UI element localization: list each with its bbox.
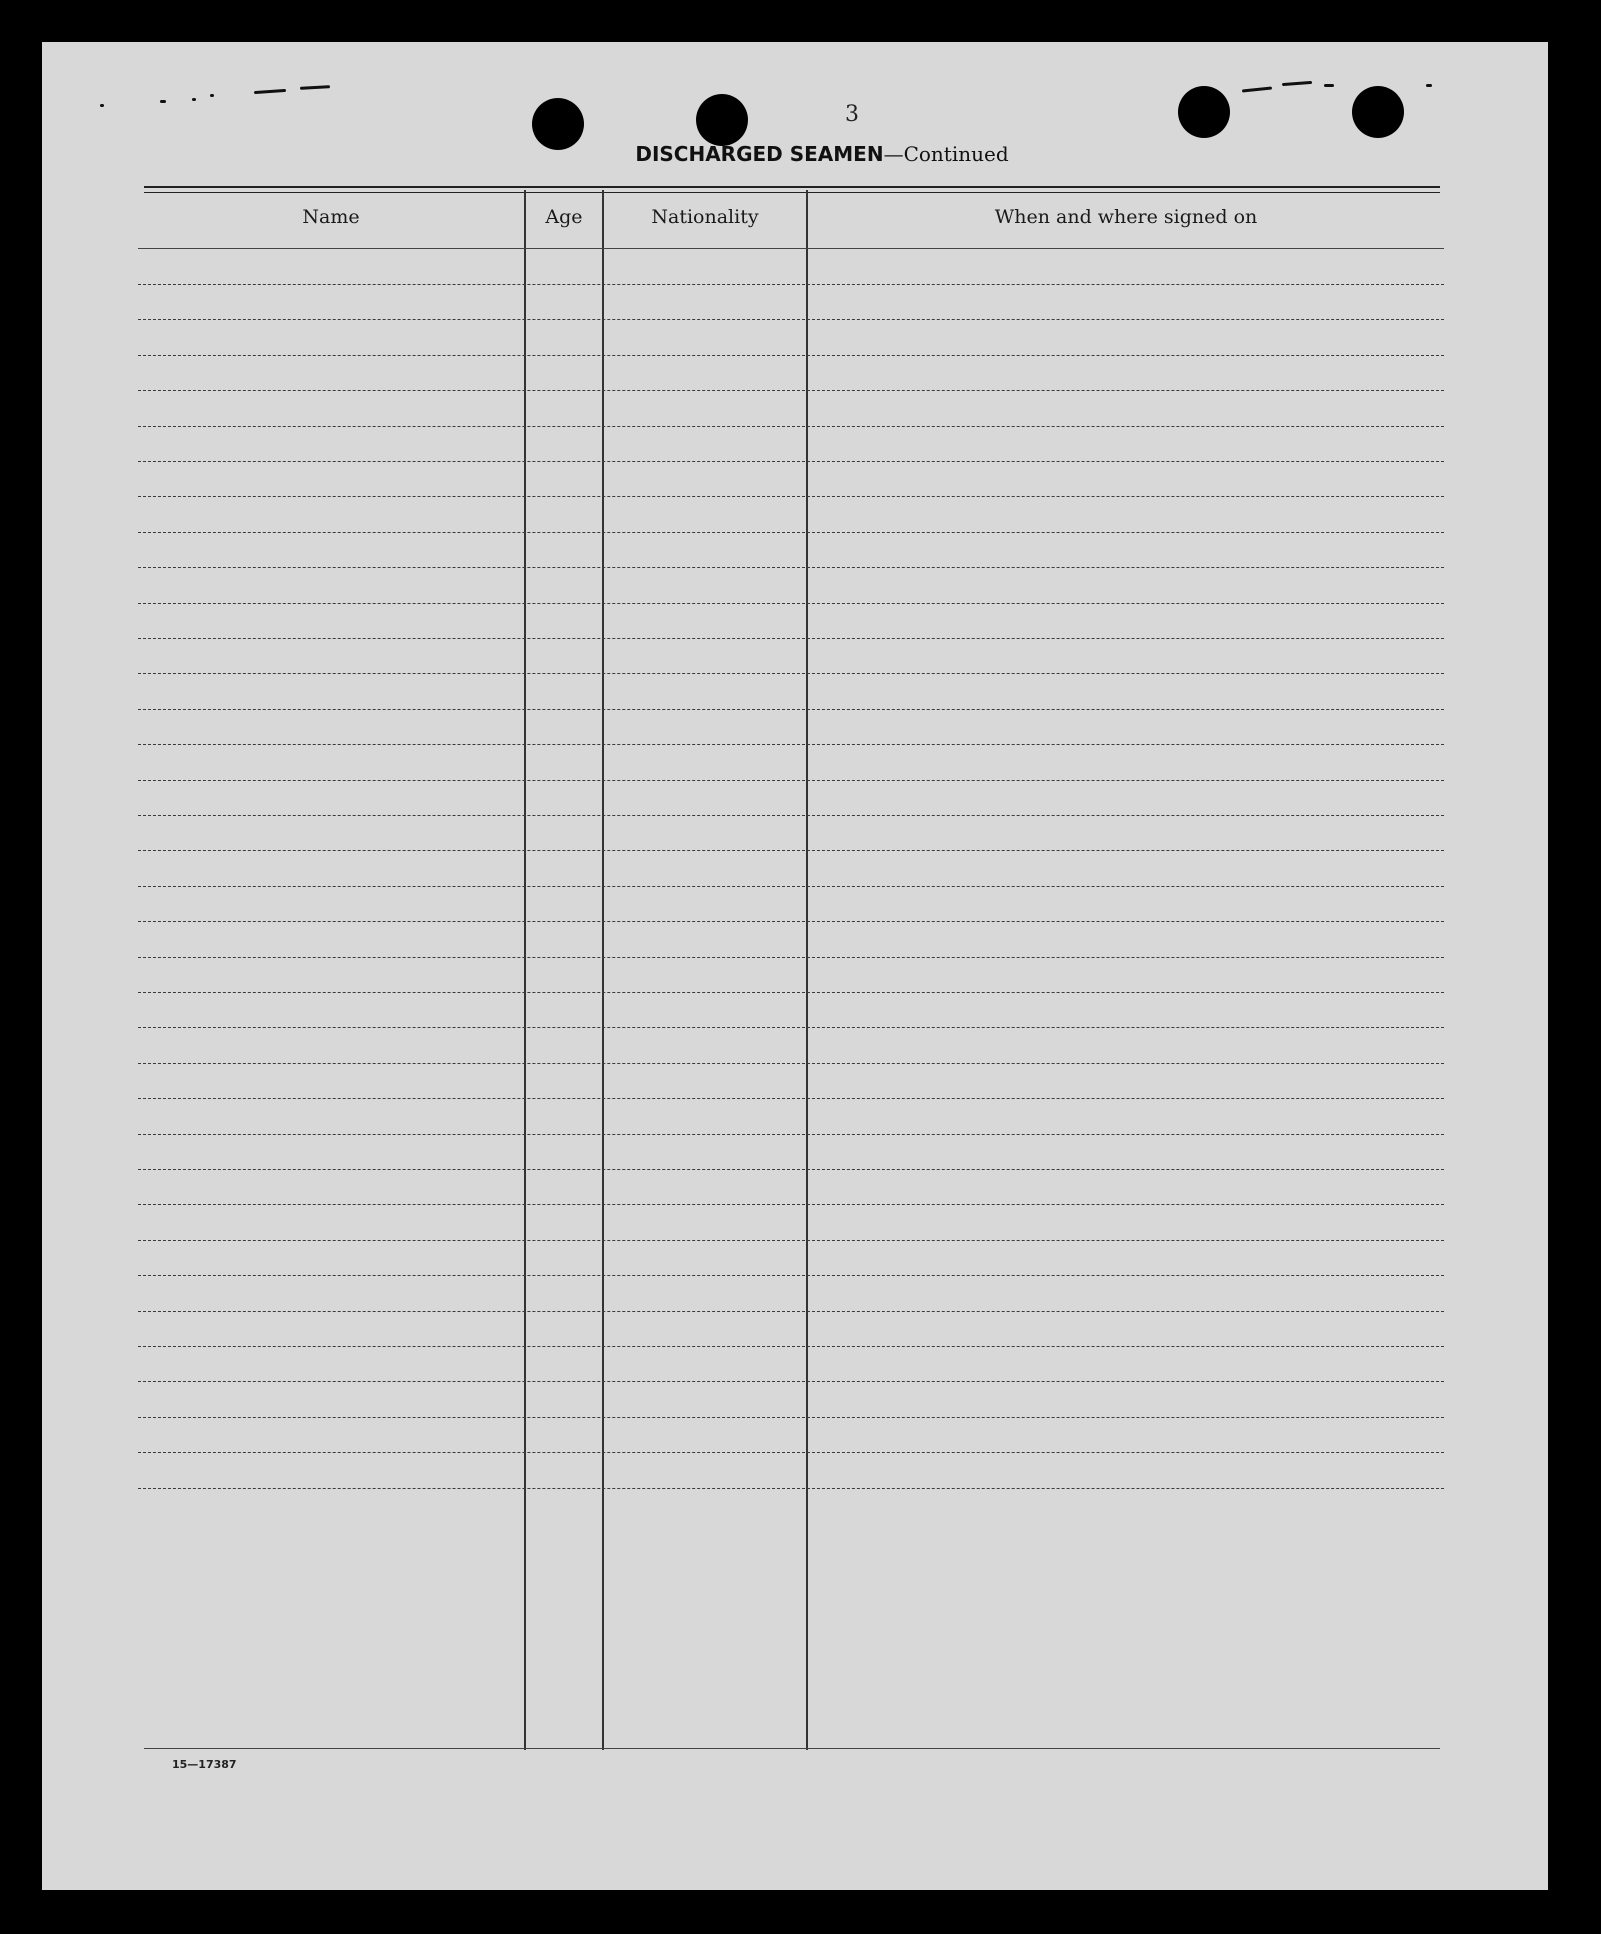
form-title-continued: —Continued [883,142,1009,166]
table-row [138,921,1444,922]
table-row [138,1275,1444,1276]
column-header-signed-on: When and where signed on [994,206,1258,228]
table-row [138,709,1444,710]
table-row [138,780,1444,781]
ink-mark [192,98,196,101]
punch-hole [1178,86,1230,138]
column-divider [524,190,526,1750]
table-row [138,992,1444,993]
form-title [562,142,1082,166]
form-number: 15—17387 [172,1758,237,1771]
table-row [138,1381,1444,1382]
table-row [138,319,1444,320]
table-row [138,567,1444,568]
ink-mark [1282,81,1312,86]
table-row [138,603,1444,604]
document-page [42,42,1548,1890]
table-row [138,886,1444,887]
table-row [138,1063,1444,1064]
seamen-table [138,190,1444,1750]
table-row [138,1134,1444,1135]
top-rule [144,186,1440,188]
ink-mark [160,100,166,103]
column-header-nationality: Nationality [651,206,759,228]
form-title-main: DISCHARGED SEAMEN [635,142,884,166]
bottom-rule [144,1748,1440,1749]
table-row [138,496,1444,497]
table-row [138,1417,1444,1418]
column-header-age: Age [545,206,583,228]
table-row [138,355,1444,356]
column-divider [806,190,808,1750]
punch-hole [696,94,748,146]
ink-mark [300,85,330,90]
ink-mark [1242,86,1272,92]
table-row [138,390,1444,391]
column-header-name: Name [302,206,360,228]
ink-mark [1426,84,1432,87]
table-row [138,1240,1444,1241]
table-row [138,957,1444,958]
table-row [138,1169,1444,1170]
ink-mark [100,104,104,107]
ink-mark [210,94,214,97]
table-row [138,1098,1444,1099]
table-row [138,638,1444,639]
table-row [138,1311,1444,1312]
table-row [138,673,1444,674]
table-row [138,284,1444,285]
ink-mark [254,89,286,94]
table-row [138,1204,1444,1205]
column-divider [602,190,604,1750]
table-row [138,532,1444,533]
table-row [138,1346,1444,1347]
table-row [138,815,1444,816]
table-row [138,1488,1444,1489]
table-row [138,744,1444,745]
header-rule [138,248,1444,249]
table-row [138,1027,1444,1028]
table-row [138,426,1444,427]
page-number: 3 [845,102,859,127]
ink-mark [1324,84,1334,87]
table-row [138,1452,1444,1453]
punch-hole [1352,86,1404,138]
table-row [138,461,1444,462]
table-row [138,850,1444,851]
